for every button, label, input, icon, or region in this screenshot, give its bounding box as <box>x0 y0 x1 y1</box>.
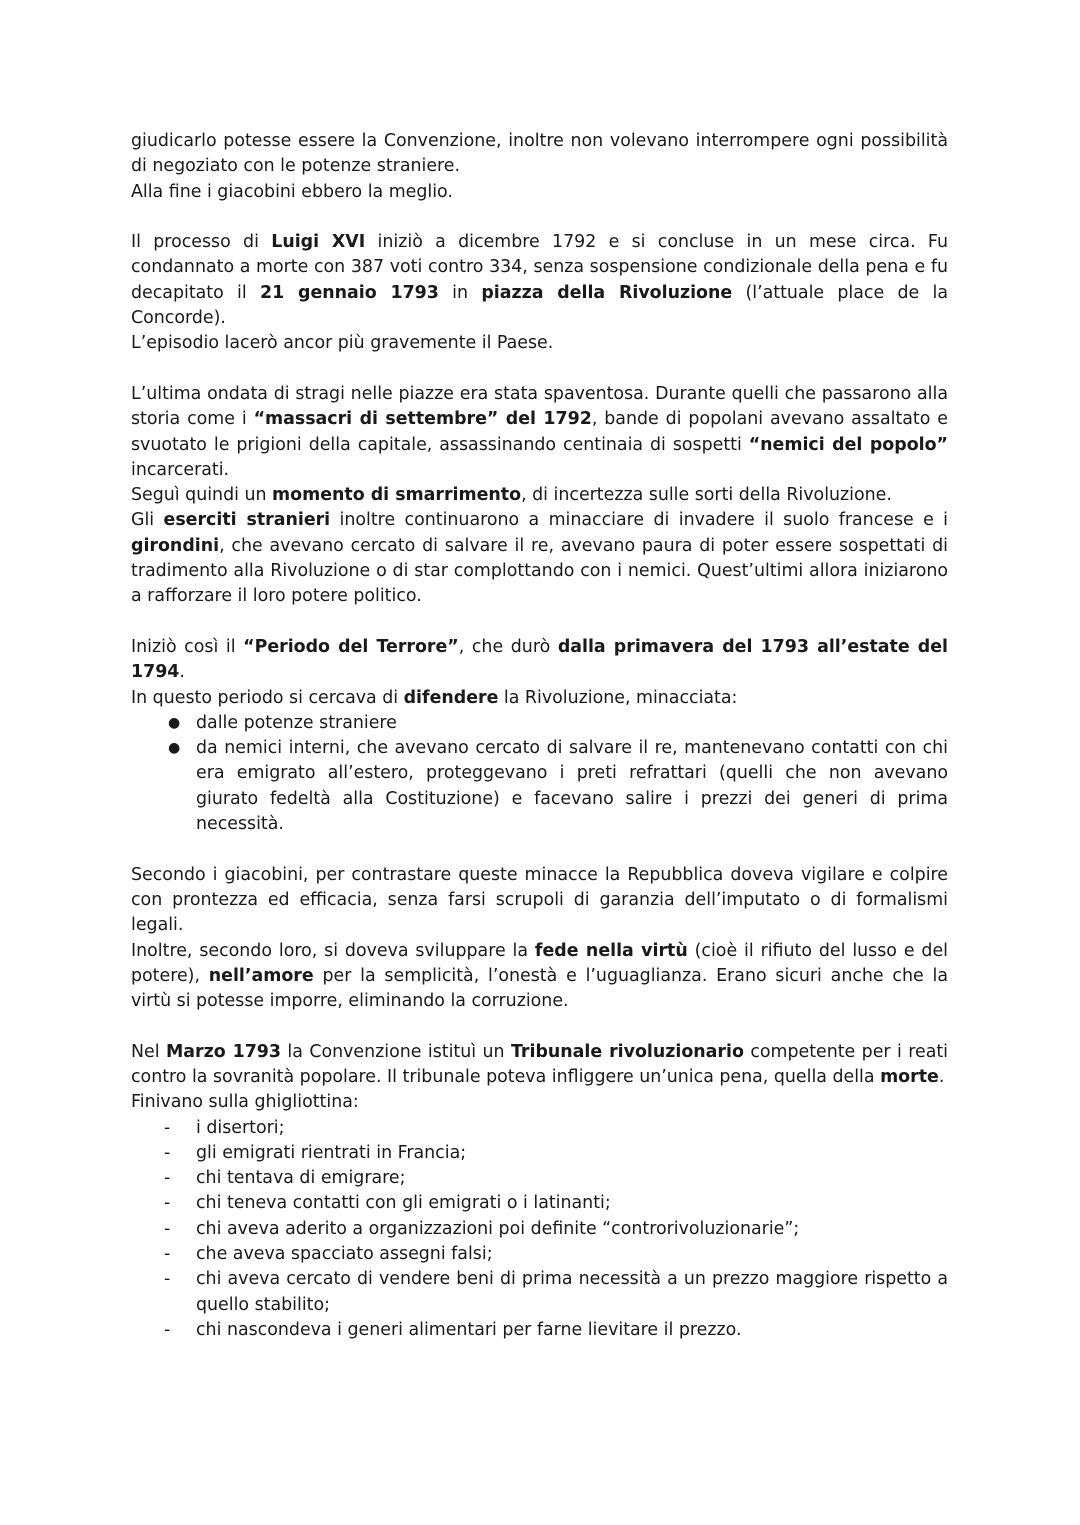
bold-text: 21 gennaio 1793 <box>260 282 439 303</box>
text-run: . <box>938 1066 945 1087</box>
text-run: . <box>179 662 185 683</box>
text-run: (cioè il rifiuto del lusso e del potere), <box>131 940 948 986</box>
text-run: per la semplicità, l’onestà e l’uguaglianza. Erano sicuri anche che la virtù si potesse imporre, eliminando la corruzione. <box>131 965 948 1012</box>
paragraph <box>131 939 948 1015</box>
text-run: Inoltre, secondo loro, si doveva sviluppare la <box>131 940 535 961</box>
bold-text: girondini <box>131 535 220 556</box>
paragraph-spacer <box>131 1014 948 1039</box>
dash-icon: - <box>164 1244 171 1265</box>
text-run: , di incertezza sulle sorti della Rivoluzione. <box>521 485 892 506</box>
bullet-icon: ● <box>168 714 181 731</box>
bold-text: fede nella virtù <box>534 940 688 961</box>
list-item-text: chi aveva cercato di vendere beni di prima necessità a un prezzo maggiore rispetto a quello stabilito; <box>196 1269 948 1315</box>
bold-text: Marzo 1793 <box>165 1041 281 1062</box>
text-run: in <box>438 282 482 303</box>
paragraph <box>131 508 948 609</box>
list-item <box>131 1116 948 1141</box>
text-run: (l’attuale place de la Concorde). <box>131 282 948 329</box>
paragraph <box>131 483 948 508</box>
bold-text: momento di smarrimento <box>272 485 522 506</box>
text-run: Finivano sulla ghigliottina: <box>131 1092 359 1113</box>
dash-icon: - <box>164 1218 171 1239</box>
dash-icon: - <box>164 1117 171 1138</box>
dash-icon: - <box>164 1168 171 1189</box>
paragraph <box>131 1040 948 1091</box>
text-run: Seguì quindi un <box>131 485 273 506</box>
bold-text: difendere <box>403 687 499 708</box>
list-item-text: chi teneva contatti con gli emigrati o i latinanti; <box>196 1193 611 1214</box>
text-run: la Rivoluzione, minacciata: <box>498 687 738 708</box>
list-item <box>131 1166 948 1191</box>
list-item <box>131 1217 948 1242</box>
dash-list <box>131 1116 948 1344</box>
bold-text: “Periodo del Terrore” <box>243 636 459 657</box>
text-run: Nel <box>131 1041 166 1062</box>
dash-icon: - <box>164 1142 171 1163</box>
bold-text: Tribunale rivoluzionario <box>510 1041 744 1062</box>
paragraph-spacer <box>131 205 948 230</box>
bold-text: Luigi XVI <box>271 232 366 253</box>
text-run: Alla fine i giacobini ebbero la meglio. <box>131 181 453 202</box>
paragraph <box>131 1090 948 1115</box>
dash-icon: - <box>164 1269 171 1290</box>
paragraph <box>131 635 948 686</box>
paragraph <box>131 180 948 205</box>
text-run: , bande di popolani avevano assaltato e svuotato le prigioni della capitale, assassinando centinaia di sospetti <box>131 409 948 455</box>
list-item-text: dalle potenze straniere <box>196 712 397 733</box>
text-run: L’episodio lacerò ancor più gravemente il Paese. <box>131 333 554 354</box>
text-run: competente per i reati contro la sovranità popolare. Il tribunale poteva infliggere un’unica pena, quella della <box>131 1041 948 1087</box>
text-run: iniziò a dicembre 1792 e si concluse in un mese circa. Fu condannato a morte con 387 voti contro 334, senza sospensione condizionale della pena e fu decapitato il <box>131 232 948 303</box>
list-item-text: chi tentava di emigrare; <box>196 1168 406 1189</box>
text-run: Gli <box>131 510 164 531</box>
list-item-text: gli emigrati rientrati in Francia; <box>196 1142 467 1163</box>
list-item <box>131 1242 948 1267</box>
text-run: Il processo di <box>131 232 272 253</box>
list-item <box>131 1318 948 1343</box>
paragraph-spacer <box>131 837 948 862</box>
list-item <box>131 736 948 837</box>
dash-icon: - <box>164 1193 171 1214</box>
bullet-icon: ● <box>168 740 181 757</box>
bold-text: “massacri di settembre” del 1792 <box>253 409 592 430</box>
bold-text: eserciti stranieri <box>163 510 331 531</box>
bullet-list <box>131 711 948 837</box>
paragraph-spacer <box>131 357 948 382</box>
paragraph <box>131 331 948 356</box>
bold-text: morte <box>880 1066 939 1087</box>
list-item <box>131 1267 948 1318</box>
list-item-text: chi nascondeva i generi alimentari per farne lievitare il prezzo. <box>196 1319 742 1340</box>
text-run: L’ultima ondata di stragi nelle piazze era stata spaventosa. Durante quelli che passarono alla storia come i <box>131 383 948 430</box>
text-run: , che durò <box>458 636 558 657</box>
text-run: In questo periodo si cercava di <box>131 687 404 708</box>
text-run: la Convenzione istituì un <box>281 1041 511 1062</box>
paragraph <box>131 863 948 939</box>
list-item <box>131 711 948 736</box>
paragraph <box>131 230 948 331</box>
list-item-text: chi aveva aderito a organizzazioni poi definite “controrivoluzionarie”; <box>196 1218 800 1239</box>
list-item <box>131 1191 948 1216</box>
dash-icon: - <box>164 1319 171 1340</box>
paragraph <box>131 686 948 711</box>
paragraph-spacer <box>131 610 948 635</box>
bold-text: piazza della Rivoluzione <box>481 282 733 303</box>
bold-text: dalla primavera del 1793 all’estate del 1794 <box>131 636 948 683</box>
document-page <box>131 129 948 1343</box>
bold-text: nell’amore <box>208 965 314 986</box>
list-item-text: da nemici interni, che avevano cercato di salvare il re, mantenevano contatti con chi era emigrato all’estero, proteggevano i preti refrattari (quelli che non avevano giurato fedeltà alla Costituzione) e facevano salire i prezzi dei generi di prima necessità. <box>196 738 948 835</box>
text-run: inoltre continuarono a minacciare di invadere il suolo francese e i <box>330 510 949 531</box>
text-run: , che avevano cercato di salvare il re, avevano paura di poter essere sospettati di tradimento alla Rivoluzione o di star complottando con i nemici. Quest’ultimi allora iniziarono a rafforzare il loro potere politico. <box>131 535 948 607</box>
text-run: Secondo i giacobini, per contrastare queste minacce la Repubblica doveva vigilare e colpire con prontezza ed efficacia, senza farsi scrupoli di garanzia dell’imputato o di formalismi legali. <box>131 864 948 936</box>
paragraph <box>131 129 948 180</box>
bold-text: “nemici del popolo” <box>748 434 948 455</box>
list-item <box>131 1141 948 1166</box>
text-run: Iniziò così il <box>131 636 244 657</box>
list-item-text: i disertori; <box>196 1117 285 1138</box>
text-run: giudicarlo potesse essere la Convenzione, inoltre non volevano interrompere ogni possibilità di negoziato con le potenze straniere. <box>131 131 948 177</box>
list-item-text: che aveva spacciato assegni falsi; <box>196 1244 493 1265</box>
text-run: incarcerati. <box>131 459 230 480</box>
paragraph <box>131 382 948 483</box>
